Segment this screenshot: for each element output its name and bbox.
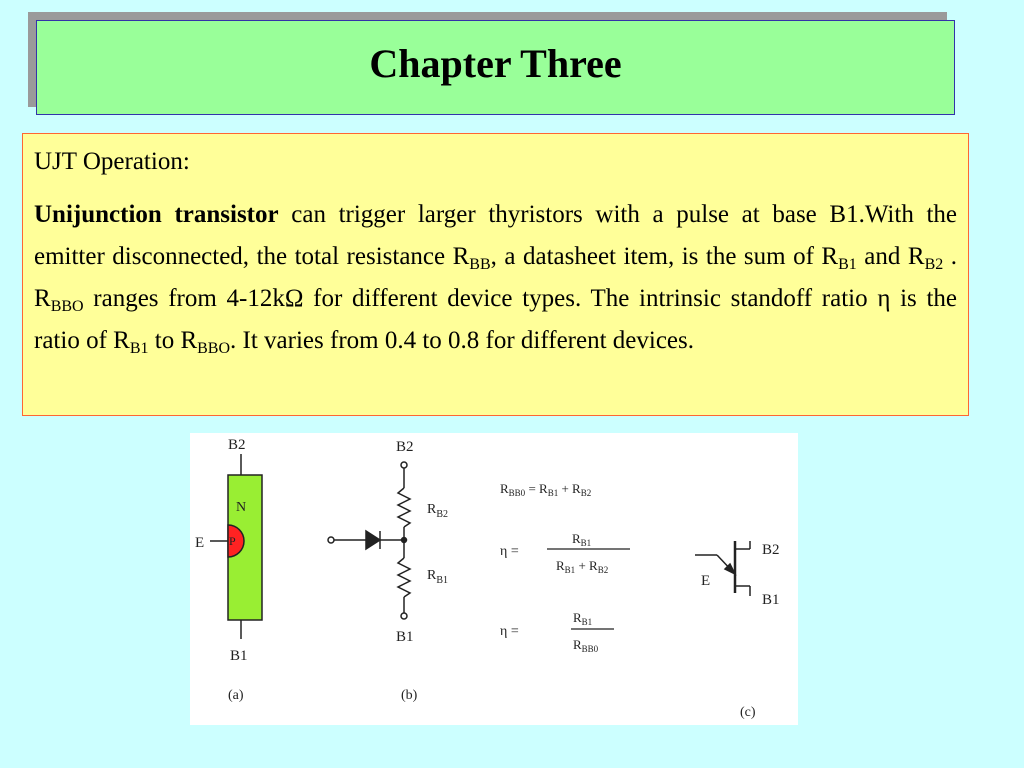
label-b1-c: B1 xyxy=(762,592,780,608)
eta-label-2: η = xyxy=(500,624,519,639)
equation-rbb0 xyxy=(500,481,591,498)
label-b2-b: B2 xyxy=(396,439,414,455)
den1-plus: + R xyxy=(575,558,598,573)
den2-sub: BB0 xyxy=(581,644,599,654)
label-e-a: E xyxy=(195,535,205,551)
fraction2-numerator xyxy=(573,610,592,627)
rb2-sub: B2 xyxy=(436,509,449,520)
text-run: . It varies from 0.4 to 0.8 for different devices. xyxy=(230,327,695,354)
label-b2-a: B2 xyxy=(228,437,246,453)
equivalent-circuit-b xyxy=(328,462,410,619)
den2-r: R xyxy=(573,637,582,652)
description-paragraph xyxy=(34,194,957,362)
slide-title: Chapter Three xyxy=(369,41,622,86)
equations xyxy=(500,481,630,654)
eq1-r: R xyxy=(500,481,509,496)
label-e-c: E xyxy=(701,573,711,589)
rb2-r: R xyxy=(427,502,437,517)
section-heading: UJT Operation: xyxy=(34,148,190,175)
eta-label-1: η = xyxy=(500,544,519,559)
subscript: B2 xyxy=(924,256,944,273)
term-bold: Unijunction transistor xyxy=(34,201,279,228)
den1-sub1: B1 xyxy=(564,565,576,575)
num2-sub: B1 xyxy=(581,617,593,627)
label-b1-a: B1 xyxy=(230,648,248,664)
fraction1-numerator xyxy=(572,531,591,548)
text-run: to R xyxy=(148,327,198,354)
fraction1-denominator xyxy=(556,558,608,575)
resistor-rb2 xyxy=(398,488,410,527)
caption-a: (a) xyxy=(228,688,244,703)
resistor-rb1 xyxy=(398,558,410,597)
rb1-sub: B1 xyxy=(436,575,449,586)
subscript: BB xyxy=(469,256,491,273)
text-run: and R xyxy=(856,243,925,270)
rb1-r: R xyxy=(427,568,437,583)
label-b2-c: B2 xyxy=(762,542,780,558)
text-run: ranges from 4-12kΩ for different device types. The intrinsic standoff ratio η is the ratio of R xyxy=(34,285,957,354)
eq1-sub2: B2 xyxy=(580,488,592,498)
num1-sub: B1 xyxy=(580,538,592,548)
subscript: B1 xyxy=(838,256,857,273)
text-run: can trigger larger thyristors with a pulse at base B1.With the emitter disconnected, the total resistance R xyxy=(34,201,957,270)
subscript: B1 xyxy=(129,340,149,357)
num1-r: R xyxy=(572,531,581,546)
junction-dot xyxy=(402,538,407,543)
label-rb2 xyxy=(427,502,448,520)
subscript: BBO xyxy=(197,340,231,357)
eq1-plus: + R xyxy=(558,481,581,496)
text-run: , a datasheet item, is the sum of R xyxy=(490,243,839,270)
ujt-structure-a xyxy=(210,454,262,639)
subscript: BBO xyxy=(50,298,84,315)
text-run: . R xyxy=(34,243,957,312)
label-rb1 xyxy=(427,568,448,586)
eq1-sub0: BB0 xyxy=(508,488,526,498)
label-n-region: N xyxy=(236,500,247,515)
caption-b: (b) xyxy=(401,688,418,703)
den1-r: R xyxy=(556,558,565,573)
fraction2-denominator xyxy=(573,637,599,654)
b2-terminal-b xyxy=(401,462,407,468)
caption-c: (c) xyxy=(740,705,756,720)
diode-triangle xyxy=(366,531,380,549)
ujt-diagram-svg xyxy=(190,433,798,725)
ujt-figure xyxy=(190,433,798,725)
label-p-region: P xyxy=(229,534,236,548)
b1-terminal-b xyxy=(401,613,407,619)
num2-r: R xyxy=(573,610,582,625)
title-box xyxy=(36,20,955,115)
content-box xyxy=(22,133,969,416)
eq1-eq: = R xyxy=(525,481,548,496)
eq1-sub1: B1 xyxy=(547,488,559,498)
label-b1-b: B1 xyxy=(396,629,414,645)
emitter-terminal-b xyxy=(328,537,334,543)
den1-sub2: B2 xyxy=(597,565,609,575)
